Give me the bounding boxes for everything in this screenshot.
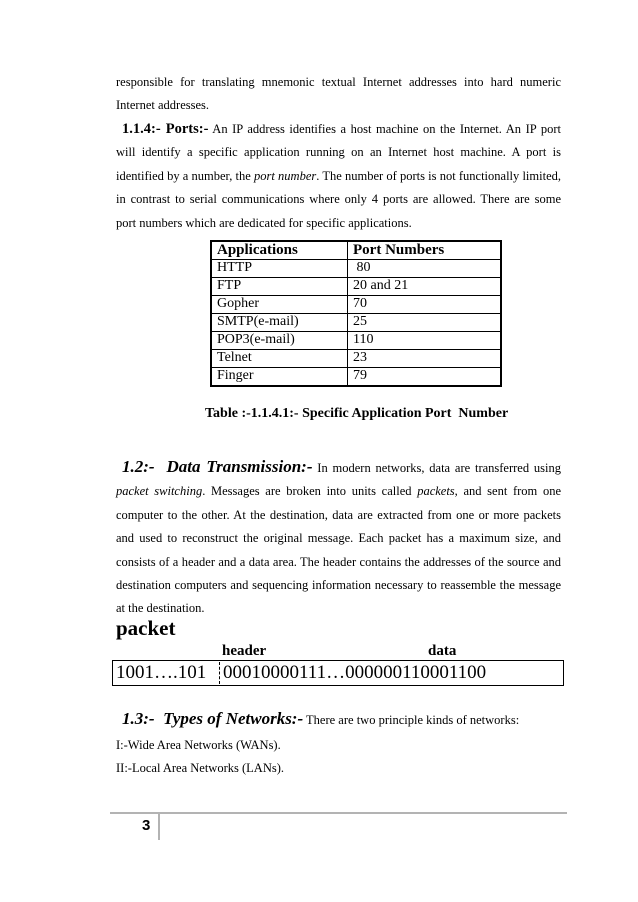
packet-separator bbox=[219, 662, 220, 684]
table-cell-port: 110 bbox=[348, 332, 502, 350]
table-row bbox=[211, 314, 501, 332]
table-cell-application: Finger bbox=[211, 368, 348, 387]
table-row bbox=[211, 368, 501, 387]
port-numbers-table bbox=[210, 240, 502, 387]
list-item: II:-Local Area Networks (LANs). bbox=[116, 761, 284, 775]
table-caption: Table :-1.1.4.1:- Specific Application Port Number bbox=[205, 406, 509, 421]
table-header-port-numbers: Port Numbers bbox=[348, 241, 502, 260]
table-cell-port: 79 bbox=[348, 368, 502, 387]
packets-term: packets bbox=[417, 484, 455, 499]
port-number-term: port number bbox=[254, 168, 317, 183]
footer-vertical-bar bbox=[158, 814, 160, 840]
network-types-text: There are two principle kinds of networks: bbox=[303, 713, 520, 727]
table-cell-application: POP3(e-mail) bbox=[211, 332, 348, 350]
transmission-text-2: . Messages are broken into units called bbox=[202, 484, 418, 499]
table-row bbox=[211, 296, 501, 314]
transmission-heading: 1.2:- Data Transmission:- bbox=[122, 457, 313, 476]
table-cell-port: 70 bbox=[348, 296, 502, 314]
table-cell-application: HTTP bbox=[211, 260, 348, 278]
table-header-row bbox=[211, 241, 501, 260]
table-cell-port: 25 bbox=[348, 314, 502, 332]
intro-paragraph bbox=[116, 71, 561, 118]
table-cell-port: 23 bbox=[348, 350, 502, 368]
table-cell-application: FTP bbox=[211, 278, 348, 296]
packet-diagram-box bbox=[112, 660, 564, 686]
packet-diagram-title: packet bbox=[116, 616, 176, 640]
table-row bbox=[211, 260, 501, 278]
page-number: 3 bbox=[142, 817, 151, 834]
footer-divider bbox=[110, 812, 567, 814]
network-types-heading: 1.3:- Types of Networks:- bbox=[122, 709, 304, 728]
ports-heading: 1.1.4:- Ports:- bbox=[122, 121, 209, 137]
network-types-paragraph bbox=[116, 707, 561, 732]
packet-data-bits: 00010000111…000000110001100 bbox=[223, 662, 487, 683]
transmission-text-3: , and sent from one computer to the other. At the destination, data are extracted from one or more packets and used to reconstruct the original message. Each packet has a maximum size, and consists of a header and a data area. The header contains the addresses of the source and destination computers and sequencing information necessary to reassemble the message at the destination. bbox=[116, 484, 561, 616]
packet-header-label: header bbox=[222, 643, 267, 659]
ports-paragraph bbox=[116, 118, 561, 235]
table-cell-port: 80 bbox=[348, 260, 502, 278]
packet-data-label: data bbox=[428, 643, 457, 659]
transmission-paragraph bbox=[116, 455, 561, 621]
intro-text: responsible for translating mnemonic textual Internet addresses into hard numeric Internet addresses. bbox=[116, 75, 561, 113]
table-cell-application: Telnet bbox=[211, 350, 348, 368]
table-row bbox=[211, 350, 501, 368]
ports-text-1: An IP address identifies a host machine on the Internet. An IP port will identify a specific application running on an Internet host machine. A port is identified by a number, the bbox=[116, 122, 561, 183]
transmission-text-1: In modern networks, data are transferred using bbox=[312, 461, 561, 475]
packet-header-bits: 1001….101 bbox=[116, 662, 207, 683]
table-cell-application: Gopher bbox=[211, 296, 348, 314]
table-cell-application: SMTP(e-mail) bbox=[211, 314, 348, 332]
table-row bbox=[211, 278, 501, 296]
table-row bbox=[211, 332, 501, 350]
ports-text-2: . The number of ports is not functionally limited, in contrast to serial communications where only 4 ports are allowed. There are some port numbers which are dedicated for specific applications. bbox=[116, 168, 561, 230]
table-cell-port: 20 and 21 bbox=[348, 278, 502, 296]
list-item: I:-Wide Area Networks (WANs). bbox=[116, 738, 281, 752]
packet-switching-term: packet switching bbox=[116, 484, 203, 499]
table-header-applications: Applications bbox=[211, 241, 348, 260]
